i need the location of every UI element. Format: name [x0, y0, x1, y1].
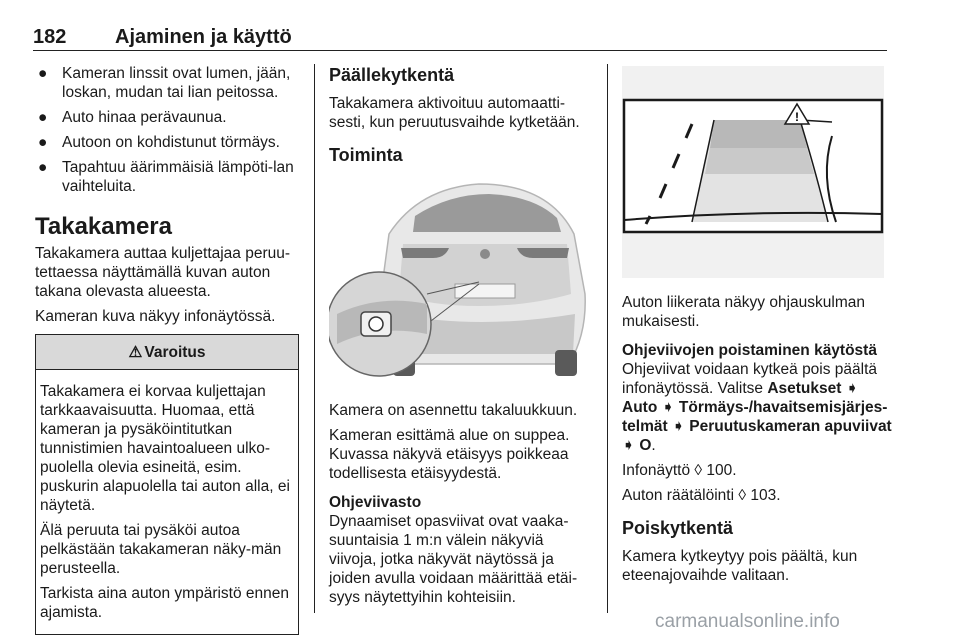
paragraph: Dynaamiset opasviivat ovat vaaka-suuntaisia 1 m:n välein näkyviä viivoja, jotka näkyvät näytössä ja joiden avulla voidaan määrittää etäi-syys näytettyihin kohteisiin.: [329, 513, 578, 606]
subsection-title: Poiskytkentä: [622, 518, 734, 538]
column-divider: [314, 64, 315, 613]
reference-icon: ◊: [738, 487, 747, 504]
bullet-icon: ●: [38, 134, 48, 151]
list-item: ● Autoon on kohdistunut törmäys.: [38, 134, 280, 151]
intro-paragraph: Takakamera auttaa kuljettajaa peruu-tettaessa näyttämällä kuvan auton takana olevasta alueesta.: [35, 245, 291, 300]
list-item: ● Auto hinaa perävaunua.: [38, 109, 227, 126]
camera-display-illustration: [622, 66, 892, 283]
intro-paragraph: Kameran kuva näkyy infonäytössä.: [35, 308, 276, 325]
warning-paragraph: Tarkista aina auton ympäristö ennen ajamista.: [40, 585, 290, 621]
paragraph: Takakamera aktivoituu automaatti-sesti, kun peruutusvaihde kytketään.: [329, 95, 580, 131]
paragraph: Kamera on asennettu takaluukkuun.: [329, 402, 578, 419]
reference-icon: ◊: [694, 462, 703, 479]
car-rear-icon: [329, 174, 591, 386]
bullet-list: [35, 64, 300, 196]
paragraph: Kamera kytkeytyy pois päältä, kun eteenajovaihde valitaan.: [622, 548, 858, 584]
arrow-icon: ➧: [671, 418, 685, 435]
bullet-icon: ●: [38, 159, 48, 176]
arrow-icon: ➧: [622, 437, 635, 454]
arrow-icon: ➧: [845, 380, 859, 397]
paragraph: Kameran esittämä alue on suppea. Kuvassa näkyvä etäisyys poikkeaa todellisesta etäisyydestä.: [329, 427, 570, 482]
guideline-display-icon: [622, 66, 884, 278]
toggle-icon: O: [639, 437, 652, 454]
watermark: carmanualsonline.info: [655, 611, 840, 632]
list-item: ● Kameran linssit ovat lumen, jään, loskan, mudan tai lian peitossa.: [38, 65, 291, 101]
chapter-title: Ajaminen ja käyttö: [115, 26, 292, 48]
svg-text:!: !: [795, 110, 799, 124]
section-title: Takakamera: [35, 213, 172, 240]
column-middle: [329, 64, 594, 613]
menu-path-item: Törmäys-/havaitsemisjärjes-telmät: [622, 399, 888, 435]
warning-title: Varoitus: [144, 343, 206, 361]
menu-path-item: Asetukset: [767, 380, 842, 397]
paragraph: Ohjeviivat voidaan kytkeä pois päältä infonäytössä. Valitse Asetukset ➧ Auto ➧ Törmäys-/havaitsemisjärjes-telmät ➧ Peruutuskameran apuviivat ➧ O.: [622, 361, 892, 454]
column-left: [35, 64, 300, 635]
page-reference: Auton räätälöinti ◊ 103.: [622, 487, 781, 504]
subsection-title: Päällekytkentä: [329, 65, 455, 85]
column-right: [622, 64, 892, 591]
page-reference: Infonäyttö ◊ 100.: [622, 462, 737, 479]
arrow-icon: ➧: [661, 399, 675, 416]
warning-header: [36, 335, 298, 370]
column-divider: [607, 64, 608, 613]
warning-body: [36, 370, 298, 634]
warning-paragraph: Älä peruuta tai pysäköi autoa pelkästään takakameran näky-män perusteella.: [40, 522, 282, 577]
warning-triangle-icon: ⚠: [128, 343, 143, 361]
subsection-heading: Ohjeviivasto: [329, 494, 422, 511]
bullet-icon: ●: [38, 65, 48, 82]
menu-path-item: Peruutuskameran apuviivat: [689, 418, 892, 435]
bullet-icon: ●: [38, 109, 48, 126]
page-header: [33, 26, 887, 50]
page-number: 182: [33, 26, 67, 48]
warning-paragraph: Takakamera ei korvaa kuljettajan tarkkaavaisuutta. Huomaa, että kameran ja pysäköintitutkan tunnistimien havaintoalueen ulko-puolella olevia esineitä, esim. puskurin alapuolella tai auton alla, ei näytetä.: [40, 383, 290, 514]
rear-camera-illustration: [329, 174, 594, 391]
list-item: ● Tapahtuu äärimmäisiä lämpöti-lan vaihteluita.: [38, 159, 294, 195]
header-divider: [33, 50, 887, 51]
subsection-title: Toiminta: [329, 145, 403, 165]
menu-path-item: Auto: [622, 399, 658, 416]
paragraph: Auton liikerata näkyy ohjauskulman mukaisesti.: [622, 294, 865, 330]
subsection-heading: Ohjeviivojen poistaminen käytöstä: [622, 342, 877, 359]
warning-box: [35, 334, 299, 635]
